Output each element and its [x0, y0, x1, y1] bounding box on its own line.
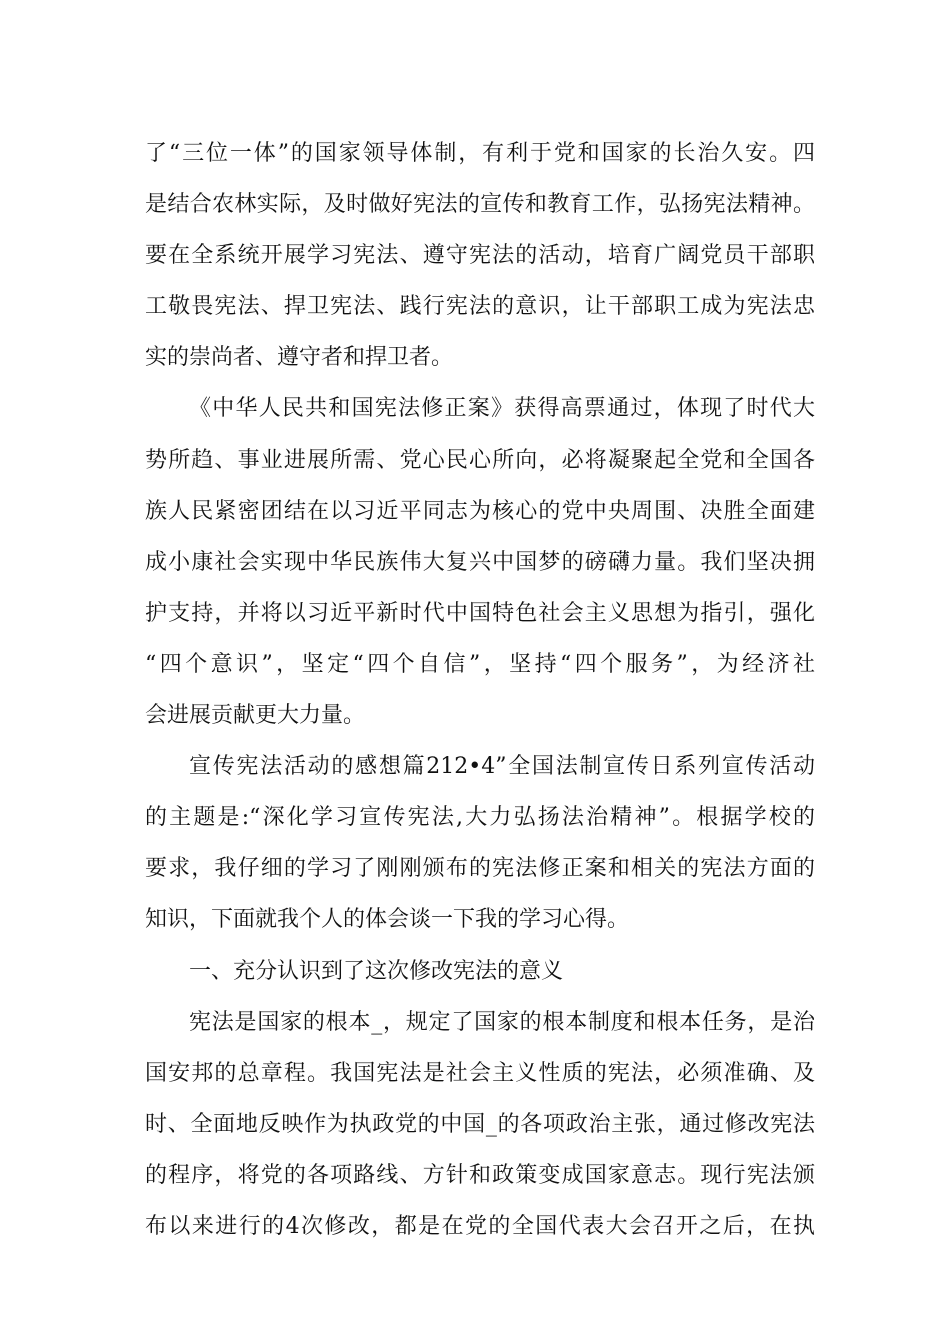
paragraph-5 — [145, 997, 815, 1252]
text-line: 一、充分认识到了这次修改宪法的意义 — [189, 958, 564, 984]
text-line: 要在全系统开展学习宪法、遵守宪法的活动，培育广阔党员干部职 — [145, 243, 815, 269]
text-line: 的主题是:“深化学习宣传宪法,大力弘扬法治精神”。根据学校的 — [145, 805, 815, 831]
text-line: 工敬畏宪法、捍卫宪法、践行宪法的意识，让干部职工成为宪法忠 — [145, 294, 815, 320]
paragraph-1 — [145, 128, 815, 383]
text-line: 族人民紧密团结在以习近平同志为核心的党中央周围、决胜全面建 — [145, 498, 815, 524]
text-line: 了“三位一体”的国家领导体制，有利于党和国家的长治久安。四 — [145, 141, 815, 166]
text-line: 国安邦的总章程。我国宪法是社会主义性质的宪法，必须准确、及 — [145, 1060, 815, 1086]
text-line: 宣传宪法活动的感想篇212•4”全国法制宣传日系列宣传活动 — [189, 754, 815, 780]
paragraph-2 — [145, 383, 815, 741]
text-line: 要求，我仔细的学习了刚刚颁布的宪法修正案和相关的宪法方面的 — [145, 856, 815, 882]
text-line: 宪法是国家的根本_，规定了国家的根本制度和根本任务，是治 — [189, 1009, 815, 1035]
document-body — [145, 128, 815, 1252]
text-line: 成小康社会实现中华民族伟大复兴中国梦的磅礴力量。我们坚决拥 — [145, 549, 815, 575]
text-line: 《中华人民共和国宪法修正案》获得高票通过，体现了时代大 — [189, 396, 815, 422]
text-line: 的程序，将党的各项路线、方针和政策变成国家意志。现行宪法颁 — [145, 1162, 815, 1188]
text-line: 是结合农林实际，及时做好宪法的宣传和教育工作，弘扬宪法精神。 — [145, 192, 815, 218]
text-line: 布以来进行的4次修改，都是在党的全国代表大会召开之后，在执 — [145, 1213, 815, 1239]
text-line: 势所趋、事业进展所需、党心民心所向，必将凝聚起全党和全国各 — [145, 447, 815, 473]
paragraph-3 — [145, 741, 815, 945]
text-line: 知识，下面就我个人的体会谈一下我的学习心得。 — [145, 907, 630, 933]
text-line: 护支持，并将以习近平新时代中国特色社会主义思想为指引，强化 — [145, 600, 815, 626]
text-line: 实的崇尚者、遵守者和捍卫者。 — [145, 345, 454, 371]
section-heading — [145, 946, 815, 997]
text-line: 时、全面地反映作为执政党的中国_的各项政治主张，通过修改宪法 — [145, 1111, 815, 1137]
text-line: 会进展贡献更大力量。 — [145, 703, 366, 729]
text-line: “四个意识”，坚定“四个自信”，坚持“四个服务”，为经济社 — [145, 651, 815, 677]
